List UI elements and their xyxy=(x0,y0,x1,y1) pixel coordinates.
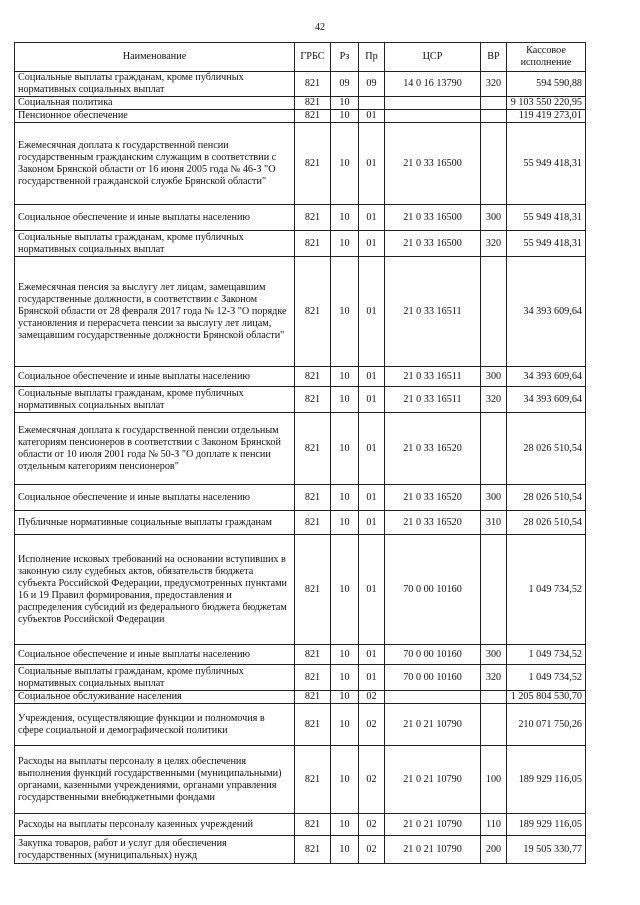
cell-pr: 01 xyxy=(359,110,385,123)
cell-rz: 10 xyxy=(331,97,359,110)
cell-pr: 01 xyxy=(359,231,385,257)
cell-csr: 21 0 33 16520 xyxy=(385,511,481,535)
cell-name: Учреждения, осуществляющие функции и полномочия в сфере социальной и демографической политики xyxy=(15,704,295,746)
cell-rz: 10 xyxy=(331,485,359,511)
cell-amount: 1 049 734,52 xyxy=(507,645,586,665)
table-row xyxy=(15,110,586,123)
cell-name: Социальные выплаты гражданам, кроме публичных нормативных социальных выплат xyxy=(15,665,295,691)
cell-vr: 110 xyxy=(481,814,507,836)
cell-pr: 01 xyxy=(359,535,385,645)
cell-grbs: 821 xyxy=(295,535,331,645)
cell-grbs: 821 xyxy=(295,691,331,704)
cell-grbs: 821 xyxy=(295,110,331,123)
cell-rz: 10 xyxy=(331,704,359,746)
header-vr: ВР xyxy=(481,43,507,72)
cell-grbs: 821 xyxy=(295,367,331,387)
cell-name: Ежемесячная доплата к государственной пенсии государственным гражданским служащим в соответствии с Законом Брянской области от 16 июня 2005 года № 46-З "О государственной гражданской службе Брянской области" xyxy=(15,123,295,205)
table-row xyxy=(15,413,586,485)
cell-name: Расходы на выплаты персоналу казенных учреждений xyxy=(15,814,295,836)
cell-vr xyxy=(481,691,507,704)
cell-pr: 01 xyxy=(359,205,385,231)
cell-rz: 10 xyxy=(331,387,359,413)
cell-grbs: 821 xyxy=(295,387,331,413)
table-row xyxy=(15,123,586,205)
cell-pr: 02 xyxy=(359,746,385,814)
table-row xyxy=(15,691,586,704)
cell-vr: 300 xyxy=(481,645,507,665)
cell-amount: 34 393 609,64 xyxy=(507,387,586,413)
page-number: 42 xyxy=(315,22,325,33)
cell-amount: 189 929 116,05 xyxy=(507,746,586,814)
cell-vr xyxy=(481,413,507,485)
cell-amount: 9 103 550 220,95 xyxy=(507,97,586,110)
cell-vr: 300 xyxy=(481,205,507,231)
table-row xyxy=(15,367,586,387)
cell-name: Расходы на выплаты персоналу в целях обеспечения выполнения функций государственными (муниципальными) органами, казенными учреждениями, органами управления государственными внебюджетными фондами xyxy=(15,746,295,814)
cell-name: Ежемесячная доплата к государственной пенсии отдельным категориям пенсионеров в соответствии с Законом Брянской области от 10 июля 2001 года № 50-З "О доплате к пенсии отдельным категориям пенсионеров" xyxy=(15,413,295,485)
header-grbs: ГРБС xyxy=(295,43,331,72)
cell-rz: 10 xyxy=(331,123,359,205)
header-csr: ЦСР xyxy=(385,43,481,72)
cell-amount: 28 026 510,54 xyxy=(507,485,586,511)
cell-csr xyxy=(385,691,481,704)
budget-table xyxy=(14,42,586,864)
cell-amount: 34 393 609,64 xyxy=(507,367,586,387)
cell-pr: 02 xyxy=(359,691,385,704)
cell-csr: 21 0 33 16511 xyxy=(385,387,481,413)
header-pr: Пр xyxy=(359,43,385,72)
cell-vr: 300 xyxy=(481,485,507,511)
cell-grbs: 821 xyxy=(295,704,331,746)
table-header-row xyxy=(15,43,586,72)
cell-grbs: 821 xyxy=(295,814,331,836)
cell-rz: 10 xyxy=(331,535,359,645)
cell-amount: 28 026 510,54 xyxy=(507,413,586,485)
cell-rz: 09 xyxy=(331,72,359,97)
cell-rz: 10 xyxy=(331,746,359,814)
cell-pr: 01 xyxy=(359,367,385,387)
cell-amount: 55 949 418,31 xyxy=(507,231,586,257)
cell-vr: 310 xyxy=(481,511,507,535)
table-row xyxy=(15,746,586,814)
cell-rz: 10 xyxy=(331,231,359,257)
cell-amount: 189 929 116,05 xyxy=(507,814,586,836)
cell-rz: 10 xyxy=(331,645,359,665)
cell-grbs: 821 xyxy=(295,205,331,231)
table-row xyxy=(15,704,586,746)
cell-pr: 01 xyxy=(359,123,385,205)
cell-pr: 01 xyxy=(359,645,385,665)
cell-grbs: 821 xyxy=(295,72,331,97)
cell-amount: 1 205 804 530,70 xyxy=(507,691,586,704)
cell-vr xyxy=(481,97,507,110)
cell-rz: 10 xyxy=(331,511,359,535)
cell-grbs: 821 xyxy=(295,97,331,110)
cell-vr: 320 xyxy=(481,231,507,257)
cell-rz: 10 xyxy=(331,367,359,387)
table-row xyxy=(15,387,586,413)
cell-name: Социальная политика xyxy=(15,97,295,110)
cell-name: Социальное обслуживание населения xyxy=(15,691,295,704)
cell-vr: 320 xyxy=(481,665,507,691)
cell-pr: 02 xyxy=(359,814,385,836)
table-row xyxy=(15,814,586,836)
cell-vr: 200 xyxy=(481,836,507,864)
cell-rz: 10 xyxy=(331,665,359,691)
cell-name: Исполнение исковых требований на основании вступивших в законную силу судебных актов, обязательств бюджета субъекта Российской Федерации, предусмотренных пунктами 16 и 19 Правил формирования, предоставления и распределения субсидий из федерального бюджета бюджетам субъектов Российской Федерации xyxy=(15,535,295,645)
cell-rz: 10 xyxy=(331,110,359,123)
cell-amount: 210 071 750,26 xyxy=(507,704,586,746)
cell-amount: 19 505 330,77 xyxy=(507,836,586,864)
cell-grbs: 821 xyxy=(295,123,331,205)
cell-name: Закупка товаров, работ и услуг для обеспечения государственных (муниципальных) нужд xyxy=(15,836,295,864)
cell-name: Ежемесячная пенсия за выслугу лет лицам, замещавшим государственные должности, в соответствии с Законом Брянской области от 28 февраля 2017 года № 12-З "О порядке установления и перерасчета пенсии за выслугу лет лицам, замещавшим государственные должности Брянской области" xyxy=(15,257,295,367)
table-row xyxy=(15,205,586,231)
cell-grbs: 821 xyxy=(295,665,331,691)
cell-name: Пенсионное обеспечение xyxy=(15,110,295,123)
cell-vr: 100 xyxy=(481,746,507,814)
table-row xyxy=(15,97,586,110)
cell-pr: 01 xyxy=(359,665,385,691)
cell-name: Социальное обеспечение и иные выплаты населению xyxy=(15,485,295,511)
cell-pr: 01 xyxy=(359,387,385,413)
cell-name: Социальное обеспечение и иные выплаты населению xyxy=(15,645,295,665)
cell-csr: 21 0 33 16511 xyxy=(385,257,481,367)
cell-amount: 594 590,88 xyxy=(507,72,586,97)
cell-csr: 21 0 33 16520 xyxy=(385,413,481,485)
cell-amount: 1 049 734,52 xyxy=(507,665,586,691)
cell-csr: 70 0 00 10160 xyxy=(385,535,481,645)
cell-grbs: 821 xyxy=(295,746,331,814)
table-row xyxy=(15,231,586,257)
cell-pr: 01 xyxy=(359,413,385,485)
cell-name: Социальные выплаты гражданам, кроме публичных нормативных социальных выплат xyxy=(15,72,295,97)
table-body xyxy=(15,72,586,864)
table-row xyxy=(15,836,586,864)
cell-grbs: 821 xyxy=(295,645,331,665)
cell-rz: 10 xyxy=(331,413,359,485)
cell-csr: 70 0 00 10160 xyxy=(385,665,481,691)
cell-vr: 300 xyxy=(481,367,507,387)
cell-pr: 01 xyxy=(359,257,385,367)
header-kassa: Кассовое исполнение xyxy=(507,43,586,72)
cell-csr: 70 0 00 10160 xyxy=(385,645,481,665)
cell-vr: 320 xyxy=(481,72,507,97)
cell-vr xyxy=(481,535,507,645)
cell-csr: 21 0 33 16520 xyxy=(385,485,481,511)
header-rz: Рз xyxy=(331,43,359,72)
table-row xyxy=(15,72,586,97)
cell-rz: 10 xyxy=(331,814,359,836)
cell-vr: 320 xyxy=(481,387,507,413)
cell-vr xyxy=(481,257,507,367)
cell-name: Социальное обеспечение и иные выплаты населению xyxy=(15,205,295,231)
cell-csr: 21 0 33 16500 xyxy=(385,123,481,205)
table-row xyxy=(15,645,586,665)
cell-csr: 21 0 21 10790 xyxy=(385,836,481,864)
cell-rz: 10 xyxy=(331,257,359,367)
cell-pr: 01 xyxy=(359,511,385,535)
table-row xyxy=(15,485,586,511)
cell-pr: 01 xyxy=(359,485,385,511)
cell-csr xyxy=(385,97,481,110)
cell-csr: 21 0 21 10790 xyxy=(385,814,481,836)
cell-amount: 1 049 734,52 xyxy=(507,535,586,645)
cell-grbs: 821 xyxy=(295,511,331,535)
table-row xyxy=(15,511,586,535)
cell-csr: 14 0 16 13790 xyxy=(385,72,481,97)
cell-amount: 55 949 418,31 xyxy=(507,205,586,231)
cell-vr xyxy=(481,704,507,746)
table-row xyxy=(15,535,586,645)
cell-grbs: 821 xyxy=(295,257,331,367)
cell-amount: 55 949 418,31 xyxy=(507,123,586,205)
cell-name: Публичные нормативные социальные выплаты гражданам xyxy=(15,511,295,535)
cell-grbs: 821 xyxy=(295,231,331,257)
cell-name: Социальные выплаты гражданам, кроме публичных нормативных социальных выплат xyxy=(15,231,295,257)
cell-pr: 02 xyxy=(359,836,385,864)
cell-rz: 10 xyxy=(331,205,359,231)
cell-grbs: 821 xyxy=(295,485,331,511)
cell-name: Социальные выплаты гражданам, кроме публичных нормативных социальных выплат xyxy=(15,387,295,413)
cell-pr: 09 xyxy=(359,72,385,97)
table-row xyxy=(15,257,586,367)
cell-rz: 10 xyxy=(331,691,359,704)
cell-amount: 34 393 609,64 xyxy=(507,257,586,367)
table-row xyxy=(15,665,586,691)
cell-csr: 21 0 33 16500 xyxy=(385,231,481,257)
cell-csr: 21 0 33 16500 xyxy=(385,205,481,231)
cell-pr: 02 xyxy=(359,704,385,746)
cell-pr xyxy=(359,97,385,110)
cell-csr: 21 0 21 10790 xyxy=(385,704,481,746)
cell-amount: 119 419 273,01 xyxy=(507,110,586,123)
cell-csr xyxy=(385,110,481,123)
cell-grbs: 821 xyxy=(295,836,331,864)
cell-csr: 21 0 33 16511 xyxy=(385,367,481,387)
cell-csr: 21 0 21 10790 xyxy=(385,746,481,814)
cell-vr xyxy=(481,123,507,205)
header-name: Наименование xyxy=(15,43,295,72)
cell-vr xyxy=(481,110,507,123)
cell-name: Социальное обеспечение и иные выплаты населению xyxy=(15,367,295,387)
cell-grbs: 821 xyxy=(295,413,331,485)
cell-amount: 28 026 510,54 xyxy=(507,511,586,535)
cell-rz: 10 xyxy=(331,836,359,864)
